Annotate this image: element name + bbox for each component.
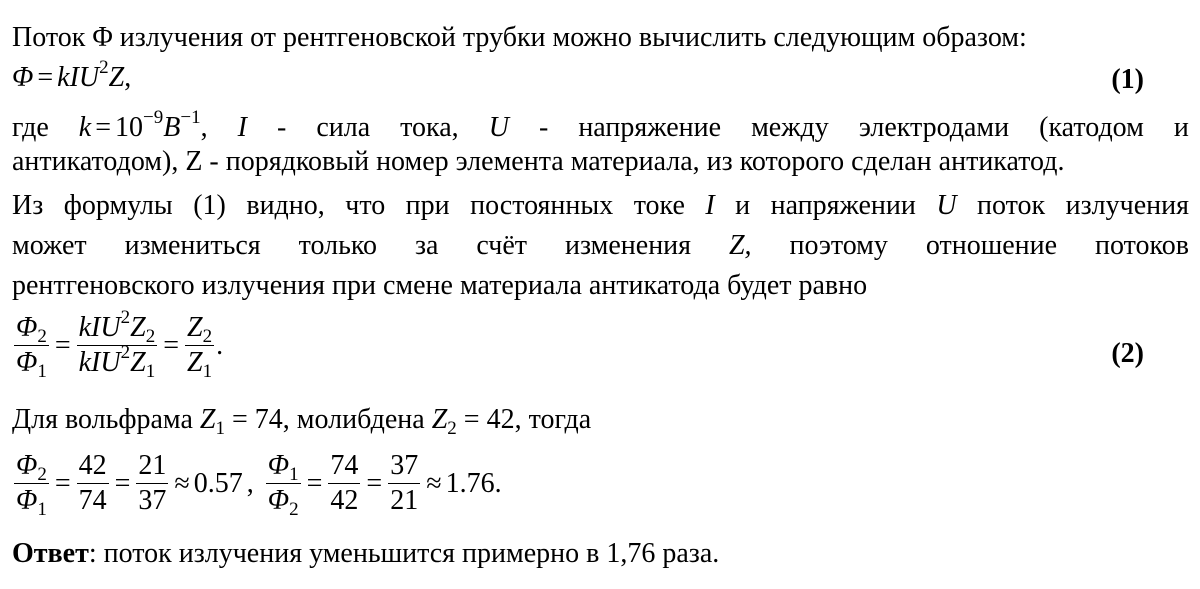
numerator: 37	[388, 450, 420, 484]
equals-sign: =	[366, 467, 383, 499]
numerator: 21	[136, 450, 168, 484]
word: тока,	[400, 112, 459, 143]
numerator: 74	[328, 450, 360, 484]
z-symbol: Z	[186, 347, 203, 378]
subscript: 2	[37, 464, 47, 485]
word: изменения	[564, 230, 692, 261]
subscript: 2	[145, 326, 156, 347]
word: и	[735, 190, 751, 221]
subscript: 2	[202, 326, 213, 347]
flux-symbol: Φ	[12, 62, 34, 93]
formula-2	[12, 307, 224, 382]
word: за	[414, 230, 439, 261]
fraction	[388, 450, 420, 517]
answer-label: Ответ	[12, 538, 89, 569]
fraction	[136, 450, 168, 517]
fraction	[77, 450, 109, 517]
value: = 74	[224, 404, 283, 435]
word: формулы	[63, 190, 173, 221]
z-symbol: Z,	[728, 230, 752, 261]
definition-line	[12, 107, 1189, 144]
fraction-z-ratio	[185, 312, 214, 382]
z-symbol: Z	[186, 312, 203, 343]
b-symbol: B	[163, 112, 181, 143]
fraction-full	[77, 307, 158, 382]
subscript: 1	[215, 418, 225, 439]
exponent: −1	[180, 107, 201, 128]
fraction-flux-ratio	[14, 312, 49, 382]
period: .	[494, 467, 502, 499]
comma: ,	[200, 112, 208, 143]
flux-symbol: Φ	[16, 312, 38, 343]
kiu-term: kIU	[78, 347, 121, 378]
comma: ,	[246, 467, 254, 499]
text: , молибдена	[282, 404, 432, 435]
kiu-term: kIU	[78, 312, 121, 343]
subscript: 2	[447, 418, 457, 439]
intro-line: Поток Φ излучения от рентгеновской трубки можно вычислить следующим образом:	[12, 22, 1027, 53]
word: -	[276, 112, 287, 143]
word: измениться	[124, 230, 261, 261]
denominator: 74	[78, 485, 107, 516]
word: сила	[316, 112, 371, 143]
values-line	[12, 404, 592, 439]
k-symbol: k	[57, 62, 70, 93]
power: 2	[120, 342, 131, 363]
result-value: 0.57	[193, 467, 243, 499]
text: Для вольфрама	[12, 404, 200, 435]
word: видно,	[246, 190, 325, 221]
i-symbol: I	[69, 62, 79, 93]
subscript: 1	[145, 361, 156, 382]
z-symbol: Z	[108, 62, 125, 93]
subscript: 1	[202, 361, 213, 382]
word: отношение	[925, 230, 1058, 261]
k-definition	[78, 107, 208, 144]
subscript: 1	[37, 499, 47, 520]
flux-symbol: Φ	[267, 450, 290, 481]
z-symbol: Z	[199, 404, 216, 435]
flux-symbol: Φ	[16, 485, 38, 516]
power: 2	[120, 307, 131, 328]
equals-sign: =	[95, 112, 112, 143]
equals-sign: =	[37, 62, 54, 93]
subscript: 1	[289, 464, 299, 485]
word: электродами	[858, 112, 1010, 143]
text-line-5	[12, 190, 1189, 222]
denominator: 21	[390, 485, 419, 516]
comma: ,	[124, 62, 132, 93]
flux-symbol: Φ	[267, 485, 290, 516]
equals-sign: =	[306, 467, 323, 499]
word: поток	[977, 190, 1046, 221]
fraction	[328, 450, 360, 517]
subscript: 1	[37, 361, 47, 382]
answer-line	[12, 538, 719, 570]
u-symbol: U	[488, 112, 509, 143]
z-symbol: Z	[130, 347, 146, 378]
u-symbol: U	[78, 62, 100, 93]
value: = 42	[456, 404, 515, 435]
equation-number-1: (1)	[1111, 64, 1144, 95]
word: между	[751, 112, 829, 143]
word: напряжение	[578, 112, 722, 143]
equals-sign: =	[163, 329, 179, 361]
approx-sign: ≈	[426, 467, 442, 499]
fraction	[266, 450, 301, 520]
word: (1)	[193, 190, 226, 221]
exponent: −9	[143, 107, 164, 128]
k-symbol: k	[78, 112, 92, 143]
flux-symbol: Φ	[16, 450, 38, 481]
word: счёт	[476, 230, 528, 261]
ten: 10	[115, 112, 144, 143]
flux-symbol: Φ	[16, 347, 38, 378]
numerator: 42	[77, 450, 109, 484]
subscript: 2	[37, 326, 47, 347]
i-symbol: I	[705, 190, 715, 221]
word: где	[12, 112, 49, 143]
word: постоянных	[470, 190, 614, 221]
result-value: 1.76	[445, 467, 495, 499]
z-symbol: Z	[130, 312, 146, 343]
denominator: 42	[330, 485, 359, 516]
word: Из	[12, 190, 44, 221]
word: -	[538, 112, 549, 143]
word: излучения	[1065, 190, 1189, 221]
period: .	[216, 329, 224, 361]
word: только	[298, 230, 378, 261]
formula-1	[12, 57, 132, 94]
i-symbol: I	[237, 112, 247, 143]
word: токе	[633, 190, 685, 221]
equals-sign: =	[54, 329, 71, 361]
word: и	[1173, 112, 1189, 143]
text-line-7: рентгеновского излучения при смене материала антикатода будет равно	[12, 270, 868, 301]
formula-3	[12, 450, 502, 520]
subscript: 2	[289, 499, 299, 520]
power: 2	[99, 57, 109, 78]
word: (катодом	[1039, 112, 1144, 143]
equation-number-2: (2)	[1111, 338, 1144, 369]
fraction	[14, 450, 49, 520]
z-symbol: Z	[431, 404, 448, 435]
word: поэтому	[789, 230, 888, 261]
approx-sign: ≈	[174, 467, 190, 499]
equals-sign: =	[114, 467, 131, 499]
denominator: 37	[138, 485, 167, 516]
u-symbol: U	[936, 190, 957, 221]
text: , тогда	[514, 404, 592, 435]
word: напряжении	[770, 190, 916, 221]
word: потоков	[1095, 230, 1189, 261]
text-line-6	[12, 230, 1189, 262]
word: что	[345, 190, 386, 221]
equals-sign: =	[54, 467, 71, 499]
answer-text: : поток излучения уменьшится примерно в 1,76 раза.	[88, 538, 720, 569]
word: при	[405, 190, 450, 221]
word: может	[12, 230, 87, 261]
definition-line-2: антикатодом), Z - порядковый номер элемента материала, из которого сделан антикатод.	[12, 146, 1065, 177]
